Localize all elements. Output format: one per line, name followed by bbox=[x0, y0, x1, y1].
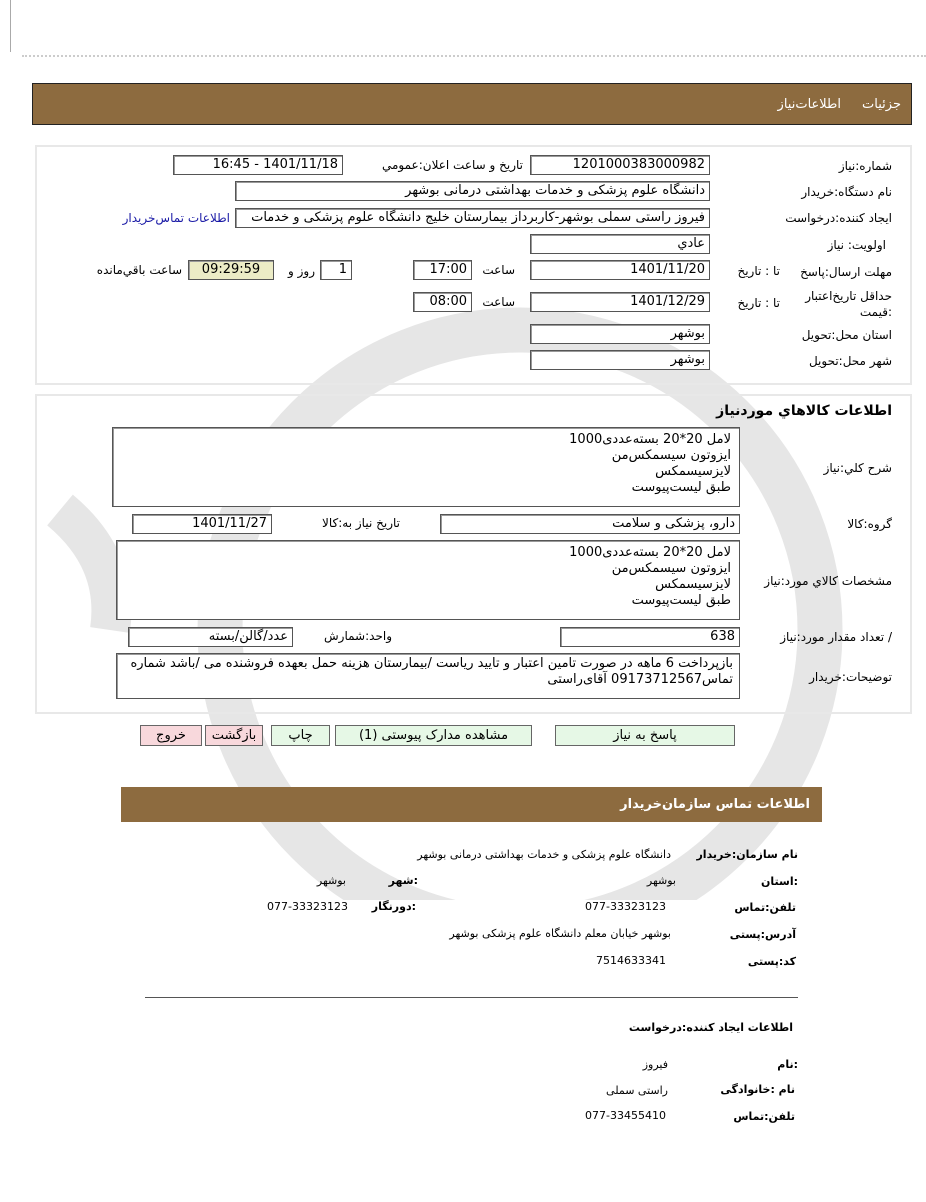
group-label: گروه:كالا bbox=[847, 517, 892, 531]
name-label: :نام bbox=[777, 1058, 798, 1071]
spec-line: لایزسیسمکس bbox=[655, 577, 731, 592]
qty-field: 638 bbox=[560, 627, 740, 647]
buyer-label: نام دستگاه:خريدار bbox=[801, 185, 892, 199]
exit-button[interactable]: خروج bbox=[140, 725, 202, 746]
top-divider bbox=[22, 55, 926, 57]
validity-date-field: 1401/12/29 bbox=[530, 292, 710, 312]
family-value: راستی سملی bbox=[606, 1084, 668, 1097]
validity-time-label: ساعت bbox=[482, 295, 515, 309]
contact-divider bbox=[145, 997, 798, 998]
tab-need-info[interactable]: اطلاعات‌نیاز bbox=[777, 97, 841, 112]
creator-phone-label: تلفن:تماس bbox=[733, 1110, 795, 1123]
validity-to-date-label: تا : تاريخ bbox=[737, 296, 780, 310]
creator-field: فیروز راستی سملی بوشهر-کاربرداز بیمارستان خلیج دانشگاه علوم پزشکی و خدمات bbox=[235, 208, 710, 228]
notes-field: بازپرداخت 6 ماهه در صورت تامین اعتبار و تایید ریاست /بیمارستان هزینه حمل بعهده فروشنده می /باشد شماره تماس09173712567 آقای‌راستی bbox=[116, 653, 740, 699]
spec-line: لامل 20*20 بسته‌عددی1000 bbox=[569, 545, 731, 560]
header-bar bbox=[32, 83, 912, 125]
org-label: نام سازمان:خريدار bbox=[696, 848, 798, 861]
need-number-label: شماره:نیاز bbox=[838, 159, 892, 173]
creator-phone-value: 077-33455410 bbox=[585, 1109, 666, 1122]
tab-details[interactable]: جزئيات bbox=[862, 97, 901, 112]
fax-value: 077-33323123 bbox=[267, 900, 348, 913]
deadline-time-label: ساعت bbox=[482, 263, 515, 277]
desc-label: شرح كلي:نياز bbox=[823, 461, 892, 475]
creator-info-title: اطلاعات ایجاد کننده:درخواست bbox=[628, 1021, 793, 1034]
buyer-contact-link[interactable]: اطلاعات تماس‌خريدار bbox=[122, 211, 230, 225]
reply-button[interactable]: پاسخ به نياز bbox=[555, 725, 735, 746]
validity-label: حداقل تاريخ‌اعتبار :قيمت bbox=[805, 289, 892, 319]
unit-label: واحد:شمارش bbox=[324, 629, 392, 643]
contact-title: اطلاعات تماس سازمان‌خريدار bbox=[620, 797, 810, 812]
announce-label: تاريخ و ساعت اعلان:عمومي bbox=[381, 158, 523, 172]
org-value: دانشگاه علوم پزشکی و خدمات بهداشتی درمانی بوشهر bbox=[417, 848, 671, 861]
address-label: آدرس:پستی bbox=[729, 928, 796, 941]
need-date-field: 1401/11/27 bbox=[132, 514, 272, 534]
fax-label: :دورنگار bbox=[371, 900, 416, 913]
announce-field: 1401/11/18 - 16:45 bbox=[173, 155, 343, 175]
deadline-time-field: 17:00 bbox=[413, 260, 472, 280]
days-field: 1 bbox=[320, 260, 352, 280]
unit-field: عدد/گالن/بسته bbox=[128, 627, 293, 647]
remaining-label: ساعت باقي‌مانده bbox=[96, 263, 182, 277]
contact-province-value: بوشهر bbox=[646, 874, 676, 887]
attachments-button[interactable]: مشاهده مدارک پيوستی (1) bbox=[335, 725, 532, 746]
address-value: بوشهر خیابان معلم دانشگاه علوم پزشکی بوشهر bbox=[449, 927, 671, 940]
spec-field bbox=[116, 540, 740, 620]
desc-line: لامل 20*20 بسته‌عددی1000 bbox=[569, 432, 731, 447]
desc-line: طبق لیست‌پیوست bbox=[631, 480, 731, 495]
deadline-label: مهلت ارسال:پاسخ bbox=[800, 265, 892, 279]
contact-city-label: :شهر bbox=[388, 874, 418, 887]
contact-header-bar bbox=[121, 787, 822, 822]
notes-label: توضيحات:خريدار bbox=[809, 670, 892, 684]
days-label: روز و bbox=[288, 264, 315, 278]
desc-field bbox=[112, 427, 740, 507]
print-button[interactable]: چاپ bbox=[271, 725, 330, 746]
qty-label: / تعداد مقدار مورد:نياز bbox=[780, 630, 892, 644]
need-number-field: 1201000383000982 bbox=[530, 155, 710, 175]
buyer-field: دانشگاه علوم پزشکی و خدمات بهداشتی درمانی بوشهر bbox=[235, 181, 710, 201]
deadline-to-date-label: تا : تاريخ bbox=[737, 264, 780, 278]
contact-province-label: :استان bbox=[761, 875, 798, 888]
province-label: استان محل:تحويل bbox=[801, 328, 892, 342]
spec-label: مشخصات كالاي مورد:نياز bbox=[764, 574, 892, 588]
phone-label: تلفن:تماس bbox=[734, 901, 796, 914]
goods-title: اطلاعات كالاهاي موردنياز bbox=[716, 403, 892, 419]
group-field: دارو، پزشکی و سلامت bbox=[440, 514, 740, 534]
desc-line: ایزوتون سیسمکس‌من bbox=[611, 448, 731, 463]
priority-label: اولويت: نياز bbox=[827, 238, 886, 252]
phone-value: 077-33323123 bbox=[585, 900, 666, 913]
desc-line: لایزسیسمکس bbox=[655, 464, 731, 479]
back-button[interactable]: بازگشت bbox=[205, 725, 263, 746]
spec-line: طبق لیست‌پیوست bbox=[631, 593, 731, 608]
deadline-date-field: 1401/11/20 bbox=[530, 260, 710, 280]
city-label: شهر محل:تحويل bbox=[808, 354, 892, 368]
creator-label: ايجاد کننده:درخواست bbox=[785, 211, 892, 225]
priority-field: عادي bbox=[530, 234, 710, 254]
city-field: بوشهر bbox=[530, 350, 710, 370]
validity-time-field: 08:00 bbox=[413, 292, 472, 312]
postal-label: كد:پستی bbox=[747, 955, 796, 968]
province-field: بوشهر bbox=[530, 324, 710, 344]
name-value: فیروز bbox=[642, 1058, 668, 1071]
need-date-label: تاريخ نياز به:كالا bbox=[322, 516, 400, 530]
left-rule bbox=[10, 0, 11, 52]
postal-value: 7514633341 bbox=[596, 954, 666, 967]
spec-line: ایزوتون سیسمکس‌من bbox=[611, 561, 731, 576]
family-label: نام :خانوادگی bbox=[720, 1083, 795, 1096]
remaining-time-field: 09:29:59 bbox=[188, 260, 274, 280]
contact-city-value: بوشهر bbox=[316, 874, 346, 887]
